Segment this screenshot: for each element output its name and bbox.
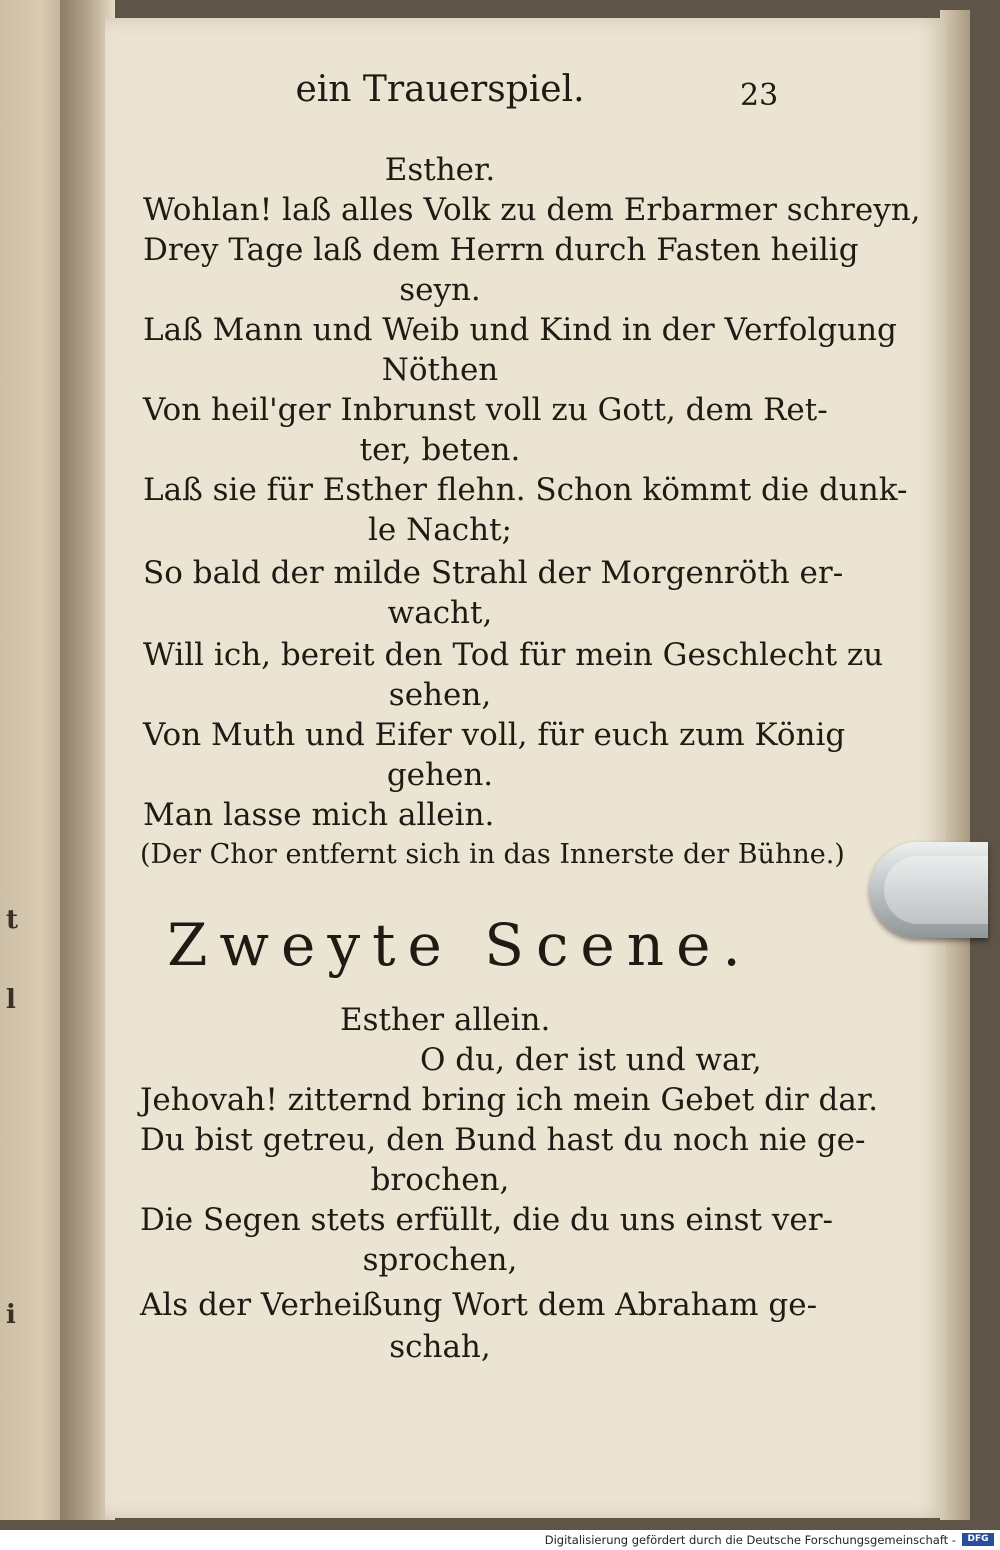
- speaker-name: Esther.: [384, 152, 496, 188]
- left-page-mark: t: [6, 905, 19, 935]
- verse-line: Man lasse mich allein.: [143, 797, 495, 833]
- page-number: 23: [740, 78, 779, 113]
- verse-line: Du bist getreu, den Bund hast du noch nie ge-: [140, 1122, 866, 1158]
- verse-line: Drey Tage laß dem Herrn durch Fasten heilig: [143, 232, 859, 268]
- page-clip-highlight: [884, 856, 988, 924]
- verse-line: seyn.: [399, 272, 481, 308]
- verse-line: Jehovah! zitternd bring ich mein Gebet dir dar.: [140, 1082, 879, 1118]
- verse-line: gehen.: [386, 757, 494, 793]
- speaker-name: Esther allein.: [340, 1002, 551, 1038]
- running-head: ein Trauerspiel.: [295, 69, 585, 110]
- verse-line: Als der Verheißung Wort dem Abraham ge-: [140, 1287, 818, 1323]
- verse-line: le Nacht;: [368, 512, 512, 548]
- verse-line: sprochen,: [362, 1242, 518, 1278]
- verse-line: Nöthen: [381, 352, 499, 388]
- verse-line: wacht,: [387, 595, 493, 631]
- verse-line: Von heil'ger Inbrunst voll zu Gott, dem Ret-: [143, 392, 828, 428]
- verse-line: Laß Mann und Weib und Kind in der Verfolgung: [143, 312, 897, 348]
- footer-bar: [0, 1530, 1000, 1550]
- verse-line: brochen,: [370, 1162, 510, 1198]
- verse-line: Laß sie für Esther flehn. Schon kömmt die dunk-: [143, 472, 908, 508]
- verse-line: Von Muth und Eifer voll, für euch zum König: [143, 717, 846, 753]
- verse-line: O du, der ist und war,: [420, 1042, 762, 1078]
- verse-line: sehen,: [388, 677, 492, 713]
- verse-line: schah,: [389, 1329, 491, 1365]
- left-page-mark: l: [6, 985, 16, 1015]
- stage-direction: (Der Chor entfernt sich in das Innerste der Bühne.): [140, 839, 845, 870]
- dfg-logo: DFG: [962, 1533, 994, 1546]
- verse-line: Die Segen stets erfüllt, die du uns einst ver-: [140, 1202, 834, 1238]
- verse-line: ter, beten.: [359, 432, 521, 468]
- left-page-mark: i: [6, 1300, 16, 1330]
- verse-line: So bald der milde Strahl der Morgenröth er-: [143, 555, 844, 591]
- funding-credit: Digitalisierung gefördert durch die Deutsche Forschungsgemeinschaft -: [544, 1533, 956, 1547]
- scene-title: Zweyte Scene.: [167, 911, 753, 979]
- verse-line: Wohlan! laß alles Volk zu dem Erbarmer schreyn,: [143, 192, 921, 228]
- page-clip: [870, 842, 988, 938]
- verse-line: Will ich, bereit den Tod für mein Geschlecht zu: [143, 637, 884, 673]
